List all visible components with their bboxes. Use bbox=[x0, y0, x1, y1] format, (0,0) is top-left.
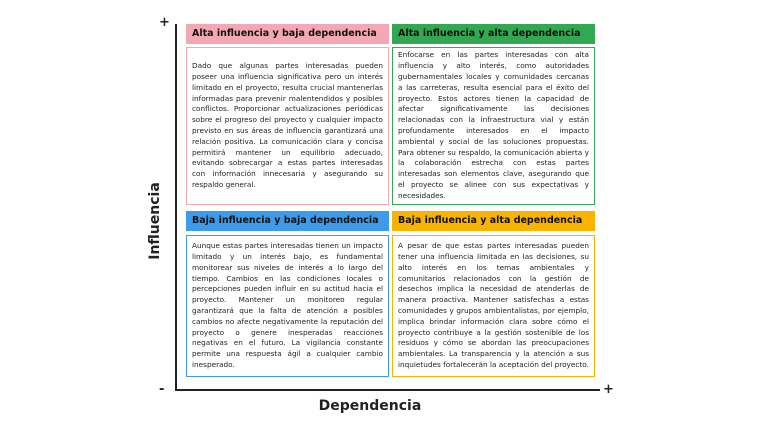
quadrant-header-low-influence-high-dependence: Baja influencia y alta dependencia bbox=[392, 211, 595, 231]
quadrant-text-high-influence-low-dependence: Dado que algunas partes interesadas pueden poseer una influencia significativa pero un interés limitado en el proyecto, resulta crucial mantenerlas informadas para prevenir malentendidos y posibles conflictos. Proporcionar actualizaciones periódicas sobre el progreso del proyecto y cualquier impacto previsto en sus áreas de influencia garantizará una relación positiva. La comunicación clara y concisa permitirá mantener un equilibrio adecuado, evitando sobrecargar a estas partes interesadas con información innecesaria y asegurando su respaldo general. bbox=[192, 61, 383, 189]
x-axis-title: Dependencia bbox=[318, 398, 422, 414]
quadrant-text-high-influence-high-dependence: Enfocarse en las partes interesadas con alta influencia y alto interés, como autoridades gubernamentales locales y comunidades cercanas a las carreteras, resulta esencial para el éxito del proyecto. Estos actores tienen la capacidad de afectar significativamente las decisiones relacionadas con la infraestructura vial y están profundamente interesados en el impacto ambiental y social de las soluciones propuestas. Para obtener su respaldo, la comunicación abierta y la colaboración estrecha con estas partes interesadas son elementos clave, asegurando que el proyecto se alinee con sus expectativas y necesidades. bbox=[398, 50, 589, 200]
quadrant-box-low-influence-high-dependence bbox=[392, 235, 595, 377]
y-axis-title: Influencia bbox=[147, 182, 163, 260]
y-axis-high-marker: + bbox=[159, 15, 170, 30]
quadrant-text-low-influence-high-dependence: A pesar de que estas partes interesadas pueden tener una influencia limitada en las decisiones, su alto interés en los temas ambientales y comunitarios relacionados con la gestión de desechos implica la necesidad de atenderlas de manera proactiva. Mantener satisfechas a estas comunidades y grupos ambientalistas, por ejemplo, implica brindar información clara sobre cómo el proyecto contribuye a la gestión sostenible de los residuos y cómo se abordan las preocupaciones ambientales. La transparencia y la atención a sus inquietudes fortalecerán la aceptación del proyecto. bbox=[398, 241, 589, 369]
quadrant-box-high-influence-high-dependence bbox=[392, 47, 595, 205]
quadrant-header-high-influence-low-dependence: Alta influencia y baja dependencia bbox=[186, 24, 389, 44]
y-axis-line bbox=[175, 24, 177, 391]
x-axis-line bbox=[175, 389, 600, 391]
x-axis-high-marker: + bbox=[603, 382, 614, 397]
quadrant-header-high-influence-high-dependence: Alta influencia y alta dependencia bbox=[392, 24, 595, 44]
quadrant-box-low-influence-low-dependence bbox=[186, 235, 389, 377]
y-axis-low-marker: - bbox=[159, 382, 165, 397]
quadrant-header-low-influence-low-dependence: Baja influencia y baja dependencia bbox=[186, 211, 389, 231]
quadrant-box-high-influence-low-dependence bbox=[186, 47, 389, 205]
quadrant-text-low-influence-low-dependence: Aunque estas partes interesadas tienen un impacto limitado y un interés bajo, es fundamental monitorear sus niveles de interés a lo largo del tiempo. Cambios en las condiciones locales o percepciones pueden influir en su actitud hacia el proyecto. Mantener un monitoreo regular garantizará que la falta de atención a posibles cambios no afecte negativamente la reputación del proyecto o genere inesperadas reacciones negativas en el futuro. La vigilancia constante permite una respuesta ágil a cualquier cambio inesperado. bbox=[192, 241, 383, 369]
